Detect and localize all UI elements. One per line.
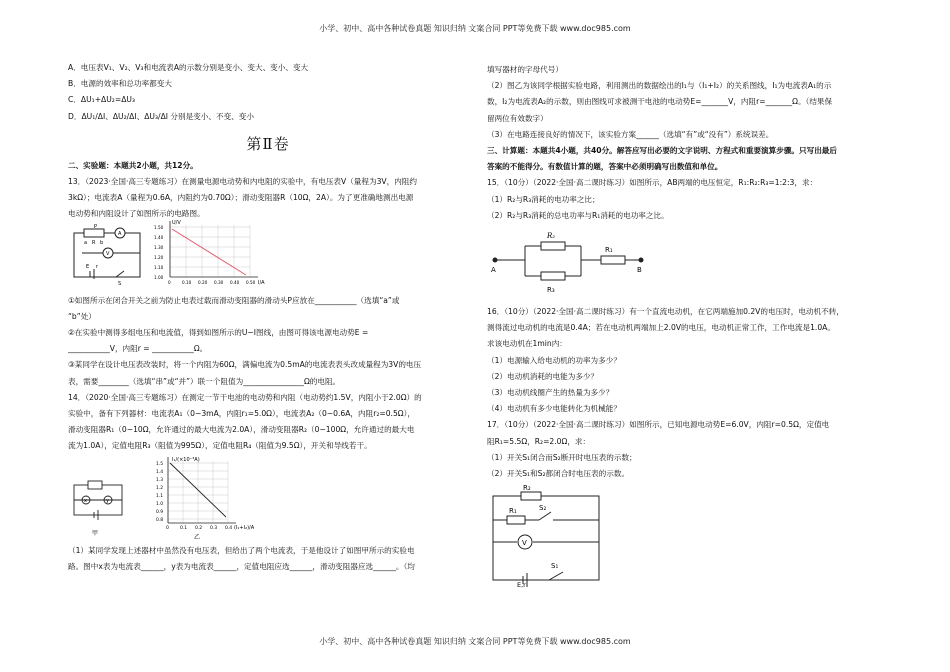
q16-sub4: （4）电动机有多少电能转化为机械能？ — [487, 404, 621, 414]
q14-ytick: 1.0 — [156, 501, 164, 507]
q14-ytick: 1.5 — [156, 461, 164, 467]
q17-label-S2: S₂ — [539, 504, 547, 513]
q17-label-S1: S₁ — [551, 562, 559, 571]
q13-label-P: P — [94, 223, 98, 230]
option-a: A．电压表V₁、V₂、V₃和电流表A的示数分别是变小、变大、变小、变大 — [68, 63, 309, 72]
q13-label-S: S — [118, 280, 122, 287]
q13-sub2-line1: ②在实验中测得多组电压和电流值，得到如图所示的U−I图线，由图可得该电源电动势E = — [68, 328, 369, 338]
q13-ytick: 1.00 — [154, 274, 164, 280]
q14-xtick: 0.2 — [195, 525, 203, 531]
q14-ytick: 0.8 — [156, 517, 164, 523]
q13-xtick: 0.30 — [214, 279, 224, 285]
q16-sub3: （3）电动机线圈产生的热量为多少？ — [487, 388, 614, 398]
q14-xtick: 0 — [166, 525, 169, 531]
q14-figures — [68, 455, 468, 543]
part-two-title: 第Ⅱ卷 — [246, 134, 290, 153]
q13-xtick: 0.10 — [182, 279, 192, 285]
q14-ytick: 1.4 — [156, 469, 164, 475]
left-column — [68, 60, 468, 575]
q15-circuit-diagram — [491, 226, 691, 300]
q13-label-E: E — [86, 263, 90, 270]
q14-ytick: 1.3 — [156, 477, 164, 483]
q14-sub1-line2: 路。图中x表为电流表______，y表为电流表______，定值电阻应选______，滑动变阻器应选______。（均 — [68, 561, 415, 571]
q15-label-B: B — [637, 266, 642, 275]
q13-line1: 13．（2023·全国·高三专题练习）在测量电源电动势和内电阻的实验中，有电压表V（量程为3V，内阻约 — [68, 177, 417, 187]
q14-sub2-line2: 数，I₂为电流表A₂的示数，则由图线可求被测干电池的电动势E=_______V，内阻r=_______Ω。（结果保 — [487, 97, 833, 107]
q15-sub1: （1）R₂与R₃消耗的电功率之比； — [487, 194, 600, 204]
q14-i1-graph — [148, 455, 298, 541]
q13-figures — [68, 219, 468, 293]
q14-line1: 14．（2020·全国·高三专题练习）在测定一节干电池的电动势和内阻（电动势约1.5V，内阻小于2.0Ω）的 — [68, 392, 422, 402]
q14-continued: 填写器材的字母代号） — [487, 65, 563, 74]
q14-line2: 实验中，备有下列器材：电流表A₁（0~3mA，内阻r₁=5.0Ω），电流表A₂（0~0.6A，内阻r₂=0.5Ω）， — [68, 409, 415, 419]
q14-sub2-line3: 留两位有效数字） — [487, 113, 548, 123]
q17-label-Er: E,r — [517, 581, 526, 589]
q17-label-R1: R₁ — [509, 507, 517, 516]
q13-xtick: 0 — [168, 279, 171, 285]
q13-sub3-line1: ③某同学在设计电压表改装时，将一个内阻为60Ω，满偏电流为0.5mA的电流表表头改成量程为3V的电压 — [68, 360, 422, 370]
q14-xtick: 0.1 — [180, 525, 188, 531]
calc-section-title-line1: 三、计算题：本题共4小题，共40分。解答应写出必要的文字说明、方程式和重要演算步骤。只写出最后 — [487, 146, 837, 156]
q14-sub3: （3）在电路连接良好的情况下，该实验方案______（选填“有”或“没有”）系统误差。 — [487, 129, 774, 139]
q16-line1: 16．（10分）（2022·全国·高二课时练习）有一个直流电动机，在它两端施加0.2V的电压时，电动机不转， — [487, 307, 844, 317]
q13-sub2-line2: ___________V，内阻r = ___________Ω。 — [68, 344, 208, 354]
q14-line3: 滑动变阻器R₁（0~10Ω，允许通过的最大电流为2.0A），滑动变阻器R₂（0~100Ω，允许通过的最大电 — [68, 425, 415, 435]
q15-label-R1: R₁ — [605, 246, 613, 255]
q14-sub2-line1: （2）图乙为该同学根据实验电路，利用测出的数据绘出的I₁与（I₁+I₂）的关系图线，I₁为电流表A₁的示 — [487, 81, 832, 91]
q13-circuit-diagram — [68, 223, 158, 289]
q17-line2: 阻R₁=5.5Ω，R₂=2.0Ω，求： — [487, 436, 591, 446]
q14-graph-y-label: I₁/(×10⁻³A) — [172, 456, 200, 463]
q13-sub1-line1: ①如图所示在闭合开关之前为防止电表过载而滑动变阻器的滑动头P应放在___________（选填“a”或 — [68, 295, 400, 305]
q13-xtick: 0.40 — [230, 279, 240, 285]
page-footer: 小学、初中、高中各种试卷真题 知识归纳 文案合同 PPT等免费下载 www.doc985.com — [319, 637, 631, 646]
q13-ytick: 1.30 — [154, 244, 164, 250]
q14-ytick: 0.9 — [156, 509, 164, 515]
q15-label-R2: R₂ — [547, 232, 556, 241]
q15-stem: 15．（10分）（2022·全国·高二课时练习）如图所示，AB两端的电压恒定，R₁:R₂:R₃=1:2:3，求： — [487, 178, 818, 188]
q14-label-y: y — [106, 497, 109, 504]
q17-sub1: （1）开关S₁闭合而S₂断开时电压表的示数； — [487, 452, 637, 462]
q13-ytick: 1.20 — [154, 254, 164, 260]
q17-sub2: （2）开关S₁和S₂都闭合时电压表的示数。 — [487, 469, 630, 479]
q14-caption-yi: 乙 — [194, 533, 201, 541]
q16-sub2: （2）电动机消耗的电能为多少？ — [487, 371, 599, 381]
q14-xtick: 0.4 — [225, 525, 233, 531]
q17-label-V: V — [522, 539, 527, 548]
q13-label-b: b — [100, 239, 104, 246]
q13-label-A: A — [118, 230, 122, 237]
option-c: C．ΔU₁+ΔU₂=ΔU₃ — [68, 95, 136, 105]
calc-section-title-line2: 答案的不能得分。有数值计算的题，答案中必须明确写出数值和单位。 — [487, 162, 723, 172]
q16-line3: 求该电动机在1min内： — [487, 339, 567, 349]
q13-ytick: 1.50 — [154, 224, 164, 230]
q14-ytick: 1.2 — [156, 485, 164, 491]
q14-line4: 流为1.0A），定值电阻R₃（阻值为995Ω），定值电阻R₄（阻值为9.5Ω），开关和导线若干。 — [68, 441, 372, 451]
q14-circuit-jia — [68, 455, 138, 539]
q13-label-V: V — [106, 250, 110, 257]
q13-ytick: 1.10 — [154, 264, 164, 270]
q15-label-R3: R₃ — [547, 286, 555, 295]
q15-sub2: （2）R₂与R₃消耗的总电功率与R₁消耗的电功率之比。 — [487, 210, 669, 220]
q13-sub1-line2: “b”处） — [68, 311, 96, 321]
q14-graph-x-label: (I₁+I₂)/A — [234, 524, 255, 531]
q13-ytick: 1.40 — [154, 234, 164, 240]
experiment-section-title: 二、实验题：本题共2小题，共12分。 — [68, 160, 198, 170]
page-header: 小学、初中、高中各种试卷真题 知识归纳 文案合同 PPT等免费下载 www.doc985.com — [319, 24, 631, 33]
q13-line3: 电动势和内阻设计了如图所示的电路图。 — [68, 209, 205, 219]
q17-circuit-diagram — [487, 484, 617, 588]
q13-label-R: R — [92, 239, 96, 246]
q13-line2: 3kΩ）；电流表A（量程为0.6A，内阻约为0.70Ω）；滑动变阻器R（10Ω，2A）。为了更准确地测出电源 — [68, 193, 414, 203]
q14-ytick: 1.1 — [156, 493, 164, 499]
q15-label-A: A — [491, 266, 496, 275]
q16-sub1: （1）电源输入给电动机的功率为多少？ — [487, 355, 621, 365]
q13-ui-graph — [150, 219, 280, 289]
q13-graph-y-label: U/V — [172, 219, 181, 226]
q13-graph-x-label: I/A — [258, 279, 265, 286]
q13-xtick: 0.20 — [198, 279, 208, 285]
q13-label-a: a — [84, 239, 88, 246]
q14-label-x: x — [84, 497, 87, 504]
q13-sub3-line2: 表，需要________（选填“串”或“并”）联一个阻值为________________Ω的电阻。 — [68, 376, 341, 386]
q17-line1: 17．（10分）（2022·全国·高二课时练习）如图所示，已知电源电动势E=6.0V，内阻r=0.5Ω，定值电 — [487, 420, 830, 430]
q13-label-r: r — [96, 263, 99, 270]
option-b: B．电源的效率和总功率都变大 — [68, 79, 172, 89]
q16-line2: 测得流过电动机的电流是0.4A；若在电动机两端加上2.0V的电压，电动机正常工作，工作电流是1.0A。 — [487, 323, 835, 333]
q17-label-R2: R₂ — [523, 484, 531, 493]
q13-xtick: 0.50 — [246, 279, 256, 285]
q14-xtick: 0.3 — [210, 525, 218, 531]
option-d: D．ΔU₁/ΔI、ΔU₂/ΔI、ΔU₃/ΔI 分别是变小、不变、变小 — [68, 111, 254, 121]
right-column — [487, 62, 884, 588]
q14-caption-jia: 甲 — [92, 529, 99, 537]
q14-sub1-line1: （1）某同学发现上述器材中虽然没有电压表，但给出了两个电流表，于是他设计了如图甲所示的实验电 — [68, 545, 415, 555]
